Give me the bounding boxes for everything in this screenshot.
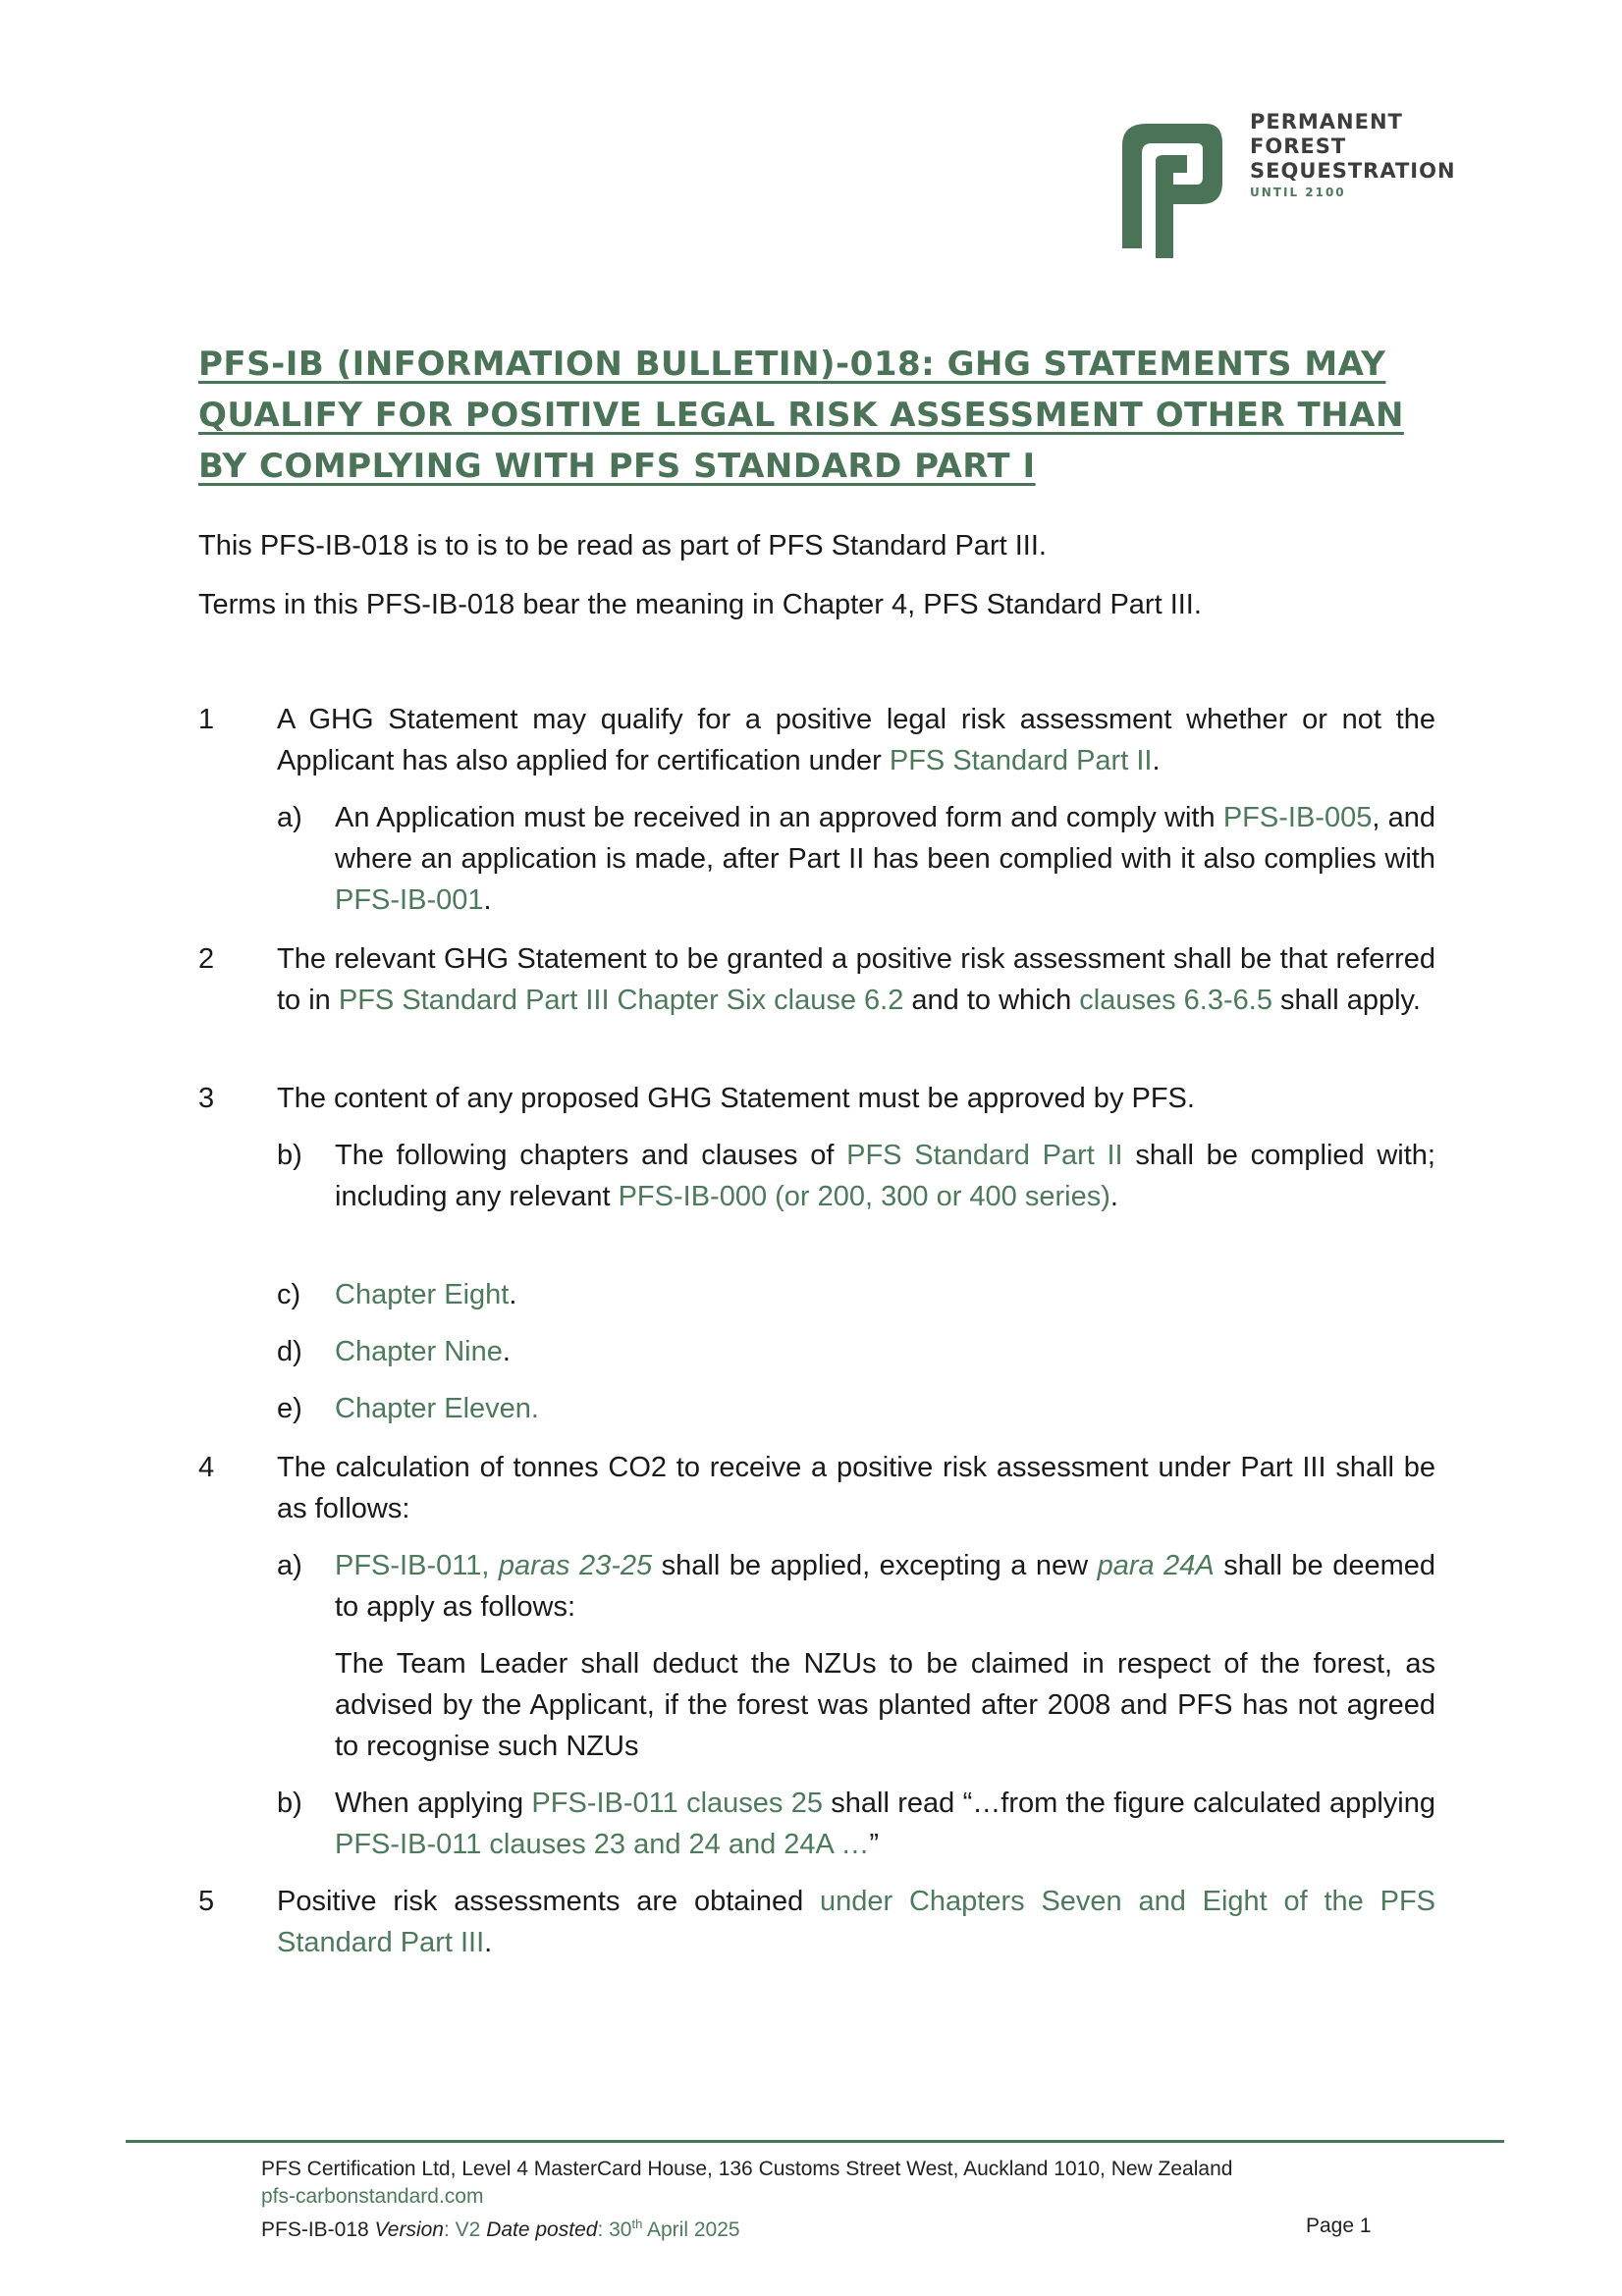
link-pfs-ib-011-clauses-23-24[interactable]: PFS-IB-011 clauses 23 and 24 and 24A … [335,1829,870,1860]
link-pfs-ib-005[interactable]: PFS-IB-005 [1222,802,1373,833]
link-chapter-eleven[interactable]: Chapter Eleven. [335,1393,539,1424]
link-para-24a[interactable]: para 24A [1097,1550,1215,1581]
pfs-logo [1112,110,1525,257]
logo-line-2: FOREST [1250,134,1347,158]
subclause-text [335,1388,1435,1429]
clause-number: 2 [198,943,215,975]
clause-number: 3 [198,1083,215,1114]
subclause-letter: a) [277,1550,302,1581]
subclause-letter: d) [277,1336,302,1367]
logo-line-1: PERMANENT [1250,110,1403,133]
logo-line-3: SEQUESTRATION [1250,159,1456,183]
link-chapter-eight[interactable]: Chapter Eight [335,1279,510,1310]
intro-paragraph-1: This PFS-IB-018 is to is to be read as part of PFS Standard Part III. [198,530,1047,561]
pfs-logo-icon [1112,116,1230,258]
subclause-letter: e) [277,1393,302,1424]
intro-paragraph-2: Terms in this PFS-IB-018 bear the meaning in Chapter 4, PFS Standard Part III. [198,589,1202,620]
subclause-letter: b) [277,1788,302,1819]
subclause-text: An Application must be received in an approved form and comply with PFS-IB-005, and where an application is made, after Part II has been complied with it also complies with PFS-IB-001. [335,802,1436,916]
subclause-text: PFS-IB-011, paras 23-25 shall be applied, excepting a new para 24A shall be deemed to apply as follows: [335,1550,1435,1623]
document-title: PFS-IB (INFORMATION BULLETIN)-018: GHG STATEMENTS MAY QUALIFY FOR POSITIVE LEGAL RISK ASSESSMENT OTHER THAN BY COMPLYING WITH PFS STANDARD PART I [198,345,1404,486]
footer [261,2156,1232,2244]
subclause-letter: c) [277,1279,301,1310]
subclause-letter: b) [277,1140,302,1171]
clause-number: 5 [198,1886,215,1917]
link-pfs-standard-part-ii[interactable]: PFS Standard Part II [846,1140,1123,1171]
link-clauses-6-3-6-5[interactable]: clauses 6.3-6.5 [1079,985,1272,1016]
link-pfs-ib-011-clauses-25[interactable]: PFS-IB-011 clauses 25 [531,1788,823,1819]
footer-address: PFS Certification Ltd, Level 4 MasterCard House, 136 Customs Street West, Auckland 1010, New Zealand [261,2158,1233,2180]
page-number: Page 1 [1306,2215,1372,2237]
footer-website-link[interactable]: pfs-carbonstandard.com [261,2185,484,2208]
clause-text: The calculation of tonnes CO2 to receive a positive risk assessment under Part III shall be as follows: [277,1452,1435,1524]
quoted-paragraph: The Team Leader shall deduct the NZUs to be claimed in respect of the forest, as advised by the Applicant, if the forest was planted after 2008 and PFS has not agreed to recognise such NZUs [335,1648,1435,1762]
clause-number: 1 [198,704,215,735]
subclause-text: The following chapters and clauses of PFS Standard Part II shall be complied with; including any relevant PFS-IB-000 (or 200, 300 or 400 series). [335,1140,1435,1212]
clause-number: 4 [198,1452,215,1483]
footer-doc-info: PFS-IB-018 Version: V2 Date posted: 30th April 2025 [261,2216,740,2241]
subclause-text: Chapter Nine. [335,1336,511,1367]
link-paras-23-25[interactable]: paras 23-25 [498,1550,653,1581]
subclause-text: Chapter Eight. [335,1279,517,1310]
subclause-letter: a) [277,802,302,833]
clause-text: A GHG Statement may qualify for a positive legal risk assessment whether or not the Applicant has also applied for certification under PFS Standard Part II. [277,704,1435,776]
link-chapter-nine[interactable]: Chapter Nine [335,1336,503,1367]
link-pfs-ib-000[interactable]: PFS-IB-000 (or 200, 300 or 400 series) [618,1181,1110,1212]
link-chapters-seven-eight[interactable]: under Chapters Seven and Eight of the PFS Standard Part III [277,1886,1436,1958]
footer-divider [126,2140,1504,2143]
clause-text: The relevant GHG Statement to be granted a positive risk assessment shall be that referred to in PFS Standard Part III Chapter Six clause 6.2 and to which clauses 6.3-6.5 shall apply. [277,943,1435,1016]
clause-text: The content of any proposed GHG Statement must be approved by PFS. [277,1083,1195,1114]
logo-tagline: UNTIL 2100 [1250,186,1346,199]
subclause-text: When applying PFS-IB-011 clauses 25 shall read “…from the figure calculated applying PFS-IB-011 clauses 23 and 24 and 24A …” [335,1788,1435,1860]
link-pfs-ib-001[interactable]: PFS-IB-001 [335,884,484,916]
clause-text: Positive risk assessments are obtained under Chapters Seven and Eight of the PFS Standard Part III. [277,1886,1436,1958]
link-pfs-ib-011[interactable]: PFS-IB-011, [335,1550,499,1581]
link-pfs-standard-part-ii[interactable]: PFS Standard Part II [889,745,1153,776]
link-chapter-six[interactable]: PFS Standard Part III Chapter Six clause 6.2 [338,985,904,1016]
